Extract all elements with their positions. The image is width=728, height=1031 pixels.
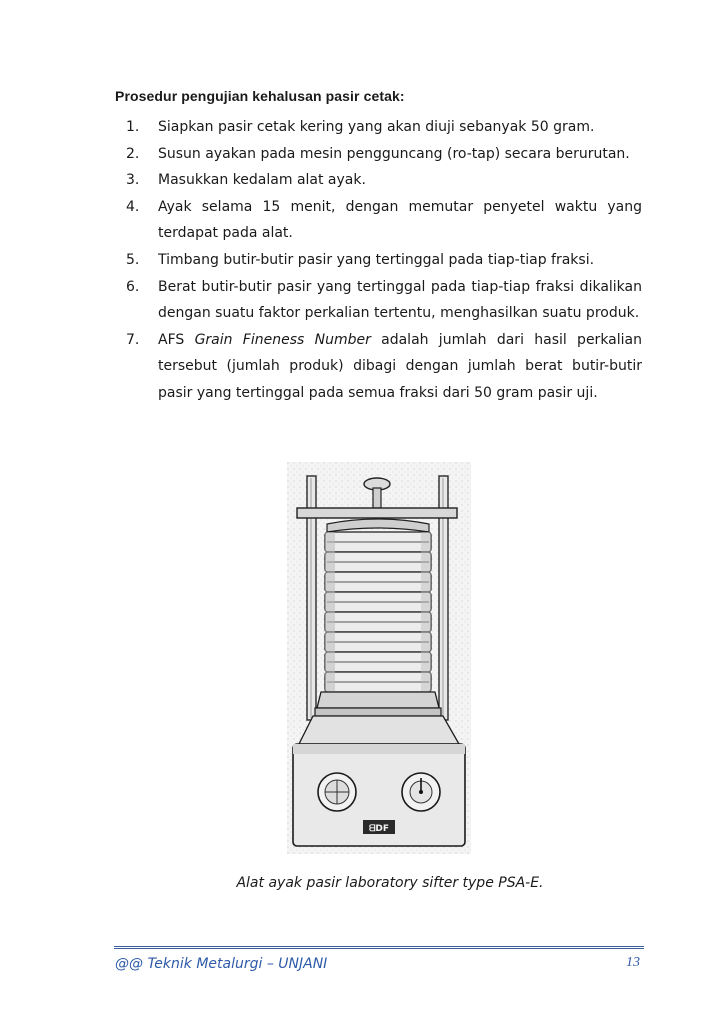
list-text: Ayak selama 15 menit, dengan memutar penyetel waktu yang terdapat pada alat. — [158, 198, 642, 242]
footer-divider — [114, 946, 644, 949]
list-text: Timbang butir-butir pasir yang tertinggal pada tiap-tiap fraksi. — [158, 251, 595, 268]
list-number: 7. — [126, 331, 140, 348]
sieve-shaker-illustration — [287, 462, 471, 854]
list-text-pre: AFS — [158, 331, 195, 348]
sieve-shaker-figure — [287, 462, 471, 854]
footer-title: @@ Teknik Metalurgi – UNJANI — [115, 956, 328, 972]
list-text: Siapkan pasir cetak kering yang akan diuji sebanyak 50 gram. — [158, 119, 595, 135]
panel-label: ᗺDF — [368, 824, 390, 834]
list-item — [126, 114, 642, 141]
list-number: 6. — [126, 278, 140, 295]
list-item — [126, 327, 642, 407]
list-item — [126, 247, 642, 274]
list-number: 3. — [126, 172, 140, 189]
list-text: Berat butir-butir pasir yang tertinggal pada tiap-tiap fraksi dikalikan dengan suatu faktor perkalian tertentu, menghasilkan suatu produk. — [158, 278, 642, 322]
procedure-list — [126, 114, 642, 407]
list-item — [126, 167, 642, 194]
list-item — [126, 141, 642, 168]
list-number: 4. — [126, 198, 140, 215]
list-text: Susun ayakan pada mesin pengguncang (ro-tap) secara berurutan. — [158, 145, 630, 162]
section-heading: Prosedur pengujian kehalusan pasir cetak: — [115, 88, 405, 104]
page-number: 13 — [626, 955, 640, 970]
list-number: 1. — [126, 119, 140, 135]
list-item — [126, 194, 642, 247]
list-text — [158, 327, 642, 407]
list-text-emphasis: Grain Fineness Number — [194, 331, 371, 348]
list-item — [126, 274, 642, 327]
figure-caption: Alat ayak pasir laboratory sifter type PSA-E. — [236, 875, 544, 891]
list-number: 2. — [126, 145, 140, 162]
list-number: 5. — [126, 251, 140, 268]
list-text: Masukkan kedalam alat ayak. — [158, 172, 366, 189]
list-text-post: adalah jumlah dari hasil perkalian tersebut (jumlah produk) dibagi dengan jumlah berat butir-butir pasir yang tertinggal pada semua fraksi dari 50 gram pasir uji. — [158, 331, 642, 401]
